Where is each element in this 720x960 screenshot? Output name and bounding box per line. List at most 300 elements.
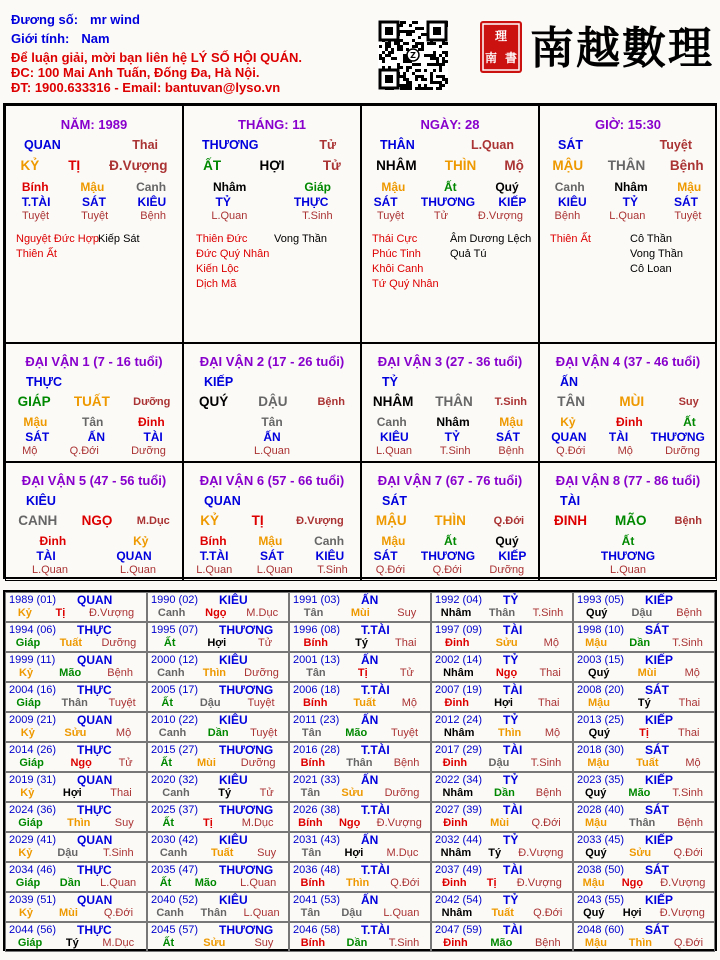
year-phase: Đ.Vượng	[659, 907, 705, 919]
year-cell	[431, 832, 573, 862]
year-label: 1994 (06)	[9, 624, 57, 636]
year-pillar-row	[432, 637, 572, 649]
dai-van-hidden-stem: Quý	[495, 534, 519, 548]
dai-van-hidden-stem: Tân	[81, 415, 104, 429]
year-label: 2032 (44)	[435, 834, 483, 846]
dai-van-hidden-phase: Q.Đới	[556, 445, 586, 457]
year-stem: Mậu	[584, 937, 607, 949]
year-label: 2045 (57)	[151, 924, 199, 936]
year-cell	[289, 892, 431, 922]
year-label: 1991 (03)	[293, 594, 341, 606]
year-stem: Nhâm	[442, 787, 474, 799]
year-label: 2006 (18)	[293, 684, 341, 696]
dai-van-cell	[539, 462, 717, 581]
dai-van-stem: KỶ	[200, 513, 220, 528]
year-god: KIÊU	[219, 893, 248, 907]
year-stem: Ất	[162, 817, 175, 829]
year-label: 2023 (35)	[577, 774, 625, 786]
year-pillar-row	[574, 667, 714, 679]
pillar-main: Đ.Vượng	[109, 158, 168, 173]
pillar-stem-phase: L.Quan	[470, 138, 514, 152]
dai-van-hidden-god: THƯƠNG	[420, 549, 476, 563]
dai-van-hidden-phase: Bệnh	[498, 445, 525, 457]
year-god: TỶ	[503, 713, 519, 727]
header-text: Để luận giải, mời bạn liên hệ LÝ SỐ HỘI QUÁN.	[11, 50, 302, 65]
year-stem: Nhâm	[443, 667, 474, 679]
year-stem: Ất	[160, 757, 173, 769]
year-cell	[289, 592, 431, 622]
year-phase: L.Quan	[240, 877, 277, 889]
pillar-top-row	[540, 138, 716, 152]
year-phase: Q.Đới	[103, 907, 134, 919]
year-god: KIÊU	[219, 833, 248, 847]
dai-van-stem: CANH	[18, 513, 58, 528]
year-branch: Hợi	[207, 637, 227, 649]
year-god: T.TÀI	[361, 623, 390, 637]
pillar-stem-god: SÁT	[558, 138, 583, 152]
year-pillar-row	[290, 847, 430, 859]
year-phase: Thai	[678, 727, 700, 739]
dai-van-phase: Q.Đới	[493, 514, 525, 527]
year-pillar-row	[6, 697, 146, 709]
year-phase: L.Quan	[100, 877, 137, 889]
year-stem: Canh	[158, 727, 187, 739]
year-pillar-row	[148, 877, 288, 889]
year-label: 2008 (20)	[577, 684, 625, 696]
year-stem: Bính	[300, 757, 326, 769]
year-phase: Thai	[678, 697, 701, 709]
year-phase: L.Quan	[243, 907, 280, 919]
year-branch: Dậu	[199, 697, 221, 709]
pillar-hidden-stem: Mậu	[677, 180, 702, 194]
year-cell	[573, 652, 715, 682]
year-pillar-row	[432, 727, 572, 739]
year-stem: Tân	[303, 607, 324, 619]
year-cell	[5, 772, 147, 802]
year-branch: Thìn	[346, 877, 370, 889]
year-cell	[5, 592, 147, 622]
year-label: 2001 (13)	[293, 654, 341, 666]
year-pillar-row	[148, 817, 288, 829]
year-god: THỰC	[77, 863, 112, 877]
dai-van-main-row	[6, 513, 182, 528]
dai-van-hidden-god-row	[184, 549, 360, 563]
dai-van-main-row	[184, 513, 360, 528]
year-pillar-row	[574, 607, 714, 619]
year-stem: Quý	[585, 847, 607, 859]
year-pillar-row	[148, 787, 288, 799]
pillar-hidden-phase: Tuyệt	[81, 210, 109, 222]
year-pillar-row	[6, 817, 146, 829]
pillar-top-row	[184, 138, 360, 152]
pillar-star: Phúc Tinh	[372, 248, 421, 260]
year-label: 2044 (56)	[9, 924, 57, 936]
dai-van-main-row	[540, 394, 716, 409]
year-god: KIẾP	[645, 593, 674, 607]
pillar-main-row	[6, 158, 182, 173]
pillar-hidden-god: KIÊU	[557, 195, 587, 209]
header-text: mr wind	[90, 12, 140, 27]
year-cell	[5, 742, 147, 772]
year-pillar-row	[290, 607, 430, 619]
year-cell	[431, 622, 573, 652]
pillar-hidden-phase: Đ.Vượng	[477, 210, 524, 222]
year-cell	[289, 622, 431, 652]
year-phase: Thai	[395, 637, 417, 649]
year-phase: Dưỡng	[384, 787, 420, 799]
year-phase: Q.Đới	[533, 907, 563, 919]
year-phase: Bệnh	[534, 937, 561, 949]
pillar-hidden-phase-row	[184, 210, 360, 222]
year-god: TÀI	[503, 623, 523, 637]
year-pillar-row	[290, 697, 430, 709]
year-phase: Dưỡng	[240, 757, 276, 769]
svg-text:南: 南	[484, 51, 498, 65]
dai-van-hidden-god: TỶ	[444, 430, 460, 444]
year-label: 2007 (19)	[435, 684, 483, 696]
year-cell	[431, 892, 573, 922]
year-pillar-row	[290, 907, 430, 919]
pillar-star: Cô Loan	[630, 263, 672, 275]
year-pillar-row	[148, 757, 288, 769]
year-stem: Nhâm	[440, 607, 472, 619]
year-branch: Tuất	[636, 757, 659, 769]
year-label: 1996 (08)	[293, 624, 341, 636]
year-phase: Mộ	[115, 727, 132, 739]
dai-van-hidden-god: SÁT	[259, 549, 284, 563]
dai-van-hidden-stem: Đinh	[39, 534, 67, 548]
dai-van-hidden-phase-row	[540, 564, 716, 576]
dai-van-hidden-phase: L.Quan	[609, 564, 647, 576]
year-cell	[5, 862, 147, 892]
year-phase: Đ.Vượng	[518, 847, 564, 859]
dai-van-god: KIÊU	[26, 494, 56, 508]
dai-van-hidden-stem: Mậu	[381, 534, 406, 548]
year-phase: Bệnh	[107, 667, 133, 679]
year-god: THỰC	[77, 683, 112, 697]
pillar-hidden-phase-row	[6, 210, 182, 222]
dai-van-hidden-stem-row	[540, 534, 716, 548]
dai-van-branch: MÙI	[619, 394, 645, 409]
year-label: 2046 (58)	[293, 924, 341, 936]
pillar-hidden-phase: Bệnh	[140, 210, 166, 222]
year-pillar-row	[574, 937, 714, 949]
year-label: 2026 (38)	[293, 804, 341, 816]
year-stem: Đinh	[445, 637, 470, 649]
dai-van-hidden-god: QUAN	[116, 549, 152, 563]
year-stem: Ất	[162, 937, 175, 949]
year-label: 2039 (51)	[9, 894, 57, 906]
pillar-cell	[183, 105, 361, 343]
year-branch: Thân	[346, 757, 373, 769]
year-phase: Tuyệt	[108, 697, 136, 709]
dai-van-hidden-phase: T.Sinh	[317, 564, 348, 576]
header-line	[11, 12, 144, 27]
pillar-main-row	[540, 158, 716, 173]
pillar-star: Quả Tú	[450, 248, 487, 260]
year-god: QUAN	[77, 653, 113, 667]
dai-van-phase: Bệnh	[317, 395, 345, 408]
pillar-main-row	[184, 158, 360, 173]
year-phase: M.Dục	[102, 937, 135, 949]
header-line	[11, 31, 114, 46]
year-stem: Giáp	[17, 937, 43, 949]
year-phase: Q.Đới	[673, 847, 703, 859]
pillar-hidden-stem: Mậu	[381, 180, 406, 194]
year-label: 2015 (27)	[151, 744, 199, 756]
year-stem: Mậu	[587, 697, 610, 709]
year-cell	[573, 622, 715, 652]
year-god: THỰC	[77, 623, 112, 637]
year-cell	[573, 712, 715, 742]
year-cell	[289, 652, 431, 682]
year-phase: Tử	[257, 637, 273, 649]
dai-van-hidden-phase-row	[184, 564, 360, 576]
year-stem: Kỷ	[20, 727, 35, 739]
dai-van-god: ẤN	[560, 375, 579, 389]
year-cell	[147, 922, 289, 952]
year-phase: T.Sinh	[532, 607, 564, 619]
year-stem: Bính	[302, 697, 328, 709]
dai-van-hidden-god: ẤN	[87, 430, 105, 444]
year-god: T.TÀI	[361, 683, 390, 697]
year-phase: Suy	[257, 847, 277, 859]
dai-van-god: QUAN	[204, 494, 241, 508]
pillar-hidden-stem-row	[362, 180, 538, 194]
year-branch: Tị	[55, 607, 66, 619]
year-cell	[289, 712, 431, 742]
year-cell	[147, 742, 289, 772]
year-cell	[289, 802, 431, 832]
year-branch: Tý	[355, 637, 368, 649]
year-pillar-row	[432, 757, 572, 769]
year-branch: Thân	[200, 907, 227, 919]
dai-van-stem: MẬU	[375, 513, 407, 528]
year-branch: Tuất	[491, 907, 514, 919]
dai-van-branch: THÂN	[435, 394, 473, 409]
pillar-main: ẤT	[203, 158, 222, 173]
year-cell	[147, 712, 289, 742]
pillar-main-row	[362, 158, 538, 173]
dai-van-hidden-god: TÀI	[608, 430, 629, 444]
dai-van-hidden-stem: Kỷ	[560, 415, 576, 429]
year-stem: Bính	[303, 637, 328, 649]
year-label: 2016 (28)	[293, 744, 341, 756]
year-label: 2021 (33)	[293, 774, 341, 786]
year-label: 2034 (46)	[9, 864, 57, 876]
year-stem: Giáp	[16, 697, 41, 709]
dai-van-main-row	[184, 394, 360, 409]
year-label: 1989 (01)	[9, 594, 57, 606]
year-branch: Mão	[628, 787, 651, 799]
year-cell	[289, 772, 431, 802]
year-cell	[5, 652, 147, 682]
year-label: 2019 (31)	[9, 774, 57, 786]
pillar-star: Thái Cực	[372, 233, 418, 245]
dai-van-hidden-god-row	[540, 430, 716, 444]
dai-van-branch: TUẤT	[73, 394, 110, 409]
year-stem: Ất	[159, 877, 172, 889]
year-label: 2041 (53)	[293, 894, 341, 906]
dai-van-cell	[5, 343, 183, 462]
year-stem: Đinh	[444, 697, 469, 709]
year-label: 2030 (42)	[151, 834, 199, 846]
pillar-hidden-god: TỶ	[622, 195, 638, 209]
dai-van-hidden-stem: Đinh	[616, 415, 643, 429]
dai-van-hidden-phase: T.Sinh	[439, 445, 471, 457]
dai-van-hidden-stem: Canh	[314, 534, 345, 548]
pillar-star: Thiên Ất	[16, 248, 57, 260]
year-pillar-row	[432, 607, 572, 619]
year-branch: Tuất	[353, 697, 376, 709]
year-branch: Tý	[637, 697, 651, 709]
year-label: 2013 (25)	[577, 714, 625, 726]
dai-van-hidden-phase: Mộ	[617, 445, 633, 457]
pillar-main: THÌN	[444, 158, 477, 173]
year-god: THƯƠNG	[219, 683, 274, 697]
dai-van-main-row	[362, 394, 538, 409]
year-branch: Thìn	[202, 667, 226, 679]
dai-van-hidden-phase: Q.Đới	[69, 445, 99, 457]
header-text: ĐT: 1900.633316 - Email: bantuvan@lyso.vn	[11, 80, 281, 95]
pillar-stem-god: THÂN	[380, 138, 415, 152]
year-branch: Hợi	[494, 697, 513, 709]
dai-van-hidden-god-row	[362, 549, 538, 563]
year-phase: Mộ	[544, 727, 561, 739]
year-stem: Canh	[162, 787, 190, 799]
year-phase: Q.Đới	[673, 937, 704, 949]
year-label: 2035 (47)	[151, 864, 199, 876]
dai-van-god: KIẾP	[204, 375, 234, 389]
year-branch: Mùi	[490, 817, 510, 829]
dai-van-title: ĐẠI VẬN 8 (77 - 86 tuổi)	[555, 473, 701, 488]
year-label: 2036 (48)	[293, 864, 341, 876]
pillar-main: NHÂM	[376, 158, 417, 173]
svg-text:Z: Z	[410, 51, 416, 60]
year-pillar-row	[574, 757, 714, 769]
year-label: 2009 (21)	[9, 714, 57, 726]
year-god: QUAN	[77, 893, 113, 907]
year-pillar-row	[574, 907, 714, 919]
year-cell	[431, 682, 573, 712]
dai-van-phase: Bệnh	[674, 514, 702, 527]
year-branch: Thân	[61, 697, 88, 709]
dai-van-hidden-stem: Mậu	[499, 415, 524, 429]
year-label: 2014 (26)	[9, 744, 57, 756]
pillar-hidden-god: THƯƠNG	[420, 195, 476, 209]
year-label: 1995 (07)	[151, 624, 199, 636]
year-pillar-row	[290, 727, 430, 739]
year-pillar-row	[432, 787, 572, 799]
pillar-hidden-stem-row	[540, 180, 716, 194]
dai-van-hidden-god: T.TÀI	[199, 549, 229, 563]
annual-luck-table	[3, 590, 717, 951]
year-cell	[573, 892, 715, 922]
year-label: 1992 (04)	[435, 594, 483, 606]
year-label: 2025 (37)	[151, 804, 199, 816]
year-pillar-row	[6, 757, 146, 769]
dai-van-hidden-phase: L.Quan	[196, 564, 233, 576]
year-branch: Tý	[218, 787, 232, 799]
year-god: SÁT	[645, 743, 669, 757]
year-phase: M.Dục	[386, 847, 419, 859]
year-god: KIẾP	[645, 893, 674, 907]
dai-van-hidden-stem-row	[6, 415, 182, 429]
year-god: ẤN	[361, 893, 379, 907]
dai-van-hidden-phase-row	[6, 564, 182, 576]
year-god: KIÊU	[219, 773, 248, 787]
dai-van-hidden-stem: Canh	[376, 415, 407, 429]
dai-van-hidden-god: KIẾP	[498, 549, 527, 563]
year-label: 2011 (23)	[293, 714, 340, 726]
year-stem: Mậu	[585, 637, 608, 649]
year-branch: Ngọ	[338, 817, 361, 829]
pillar-main: MẬU	[552, 158, 584, 173]
svg-text:書: 書	[504, 51, 518, 65]
dai-van-hidden-god: THƯƠNG	[650, 430, 705, 444]
year-stem: Quý	[585, 787, 607, 799]
year-pillar-row	[574, 877, 714, 889]
year-branch: Dậu	[631, 607, 653, 619]
year-pillar-row	[6, 637, 146, 649]
year-pillar-row	[432, 847, 572, 859]
year-stem: Tân	[300, 907, 321, 919]
year-phase: Thai	[539, 667, 561, 679]
year-cell	[289, 742, 431, 772]
year-god: TÀI	[503, 743, 523, 757]
pillar-hidden-god-row	[6, 195, 182, 209]
pillar-cell	[539, 105, 717, 343]
year-branch: Mão	[59, 667, 82, 679]
year-god: TÀI	[503, 683, 523, 697]
pillar-star: Dịch Mã	[196, 278, 237, 290]
year-branch: Sửu	[629, 847, 652, 859]
year-cell	[5, 682, 147, 712]
year-phase: M.Dục	[241, 817, 274, 829]
year-pillar-row	[148, 727, 288, 739]
year-cell	[289, 832, 431, 862]
year-label: 2028 (40)	[577, 804, 625, 816]
dai-van-hidden-stem: Đinh	[137, 415, 165, 429]
year-stem: Ất	[163, 637, 176, 649]
year-phase: T.Sinh	[672, 637, 703, 649]
year-pillar-row	[290, 787, 430, 799]
seal-logo-icon	[479, 20, 523, 74]
year-god: THƯƠNG	[219, 623, 274, 637]
year-stem: Đinh	[442, 877, 467, 889]
year-pillar-row	[148, 697, 288, 709]
dai-van-branch: THÌN	[434, 513, 466, 528]
year-label: 2031 (43)	[293, 834, 341, 846]
year-god: ẤN	[361, 653, 379, 667]
year-god: THƯƠNG	[219, 743, 274, 757]
year-god: THỰC	[77, 803, 112, 817]
year-god: SÁT	[645, 623, 669, 637]
dai-van-stem: NHÂM	[372, 394, 414, 409]
pillar-top-row	[362, 138, 538, 152]
year-pillar-row	[432, 937, 572, 949]
year-cell	[5, 622, 147, 652]
dai-van-hidden-stem-row	[6, 534, 182, 548]
year-phase: Suy	[254, 937, 274, 949]
year-pillar-row	[148, 907, 288, 919]
dai-van-hidden-god: ẤN	[263, 430, 281, 444]
year-cell	[431, 652, 573, 682]
pillar-hidden-god: TỶ	[215, 195, 231, 209]
year-stem: Giáp	[19, 757, 44, 769]
year-phase: Q.Đới	[531, 817, 561, 829]
year-label: 2012 (24)	[435, 714, 483, 726]
